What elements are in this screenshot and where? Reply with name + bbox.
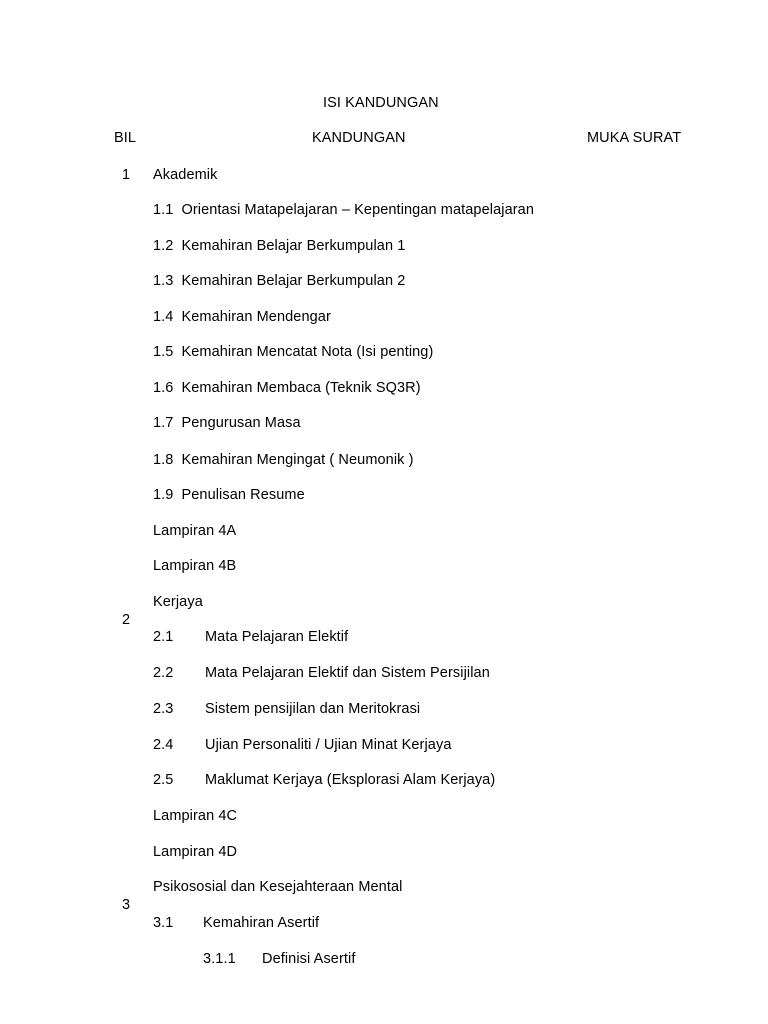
header-kandungan: KANDUNGAN: [312, 130, 406, 146]
toc-entry-label: Kemahiran Mendengar: [181, 309, 331, 325]
toc-entry: [153, 664, 490, 682]
toc-entry-label: Mata Pelajaran Elektif: [205, 629, 349, 645]
section-2-bil: 2: [122, 612, 131, 628]
toc-entry: [153, 914, 319, 932]
appendix-entry: Lampiran 4D: [153, 844, 238, 860]
toc-entry-number: 2.2: [153, 665, 174, 681]
toc-entry-number: 1.1: [153, 202, 174, 218]
appendix-entry: Lampiran 4C: [153, 808, 238, 824]
toc-entry: [153, 201, 534, 219]
toc-entry-label: Penulisan Resume: [181, 487, 305, 503]
section-3-bil: 3: [122, 897, 131, 913]
toc-entry: [153, 628, 348, 646]
section-3-title: Psikososial dan Kesejahteraan Mental: [153, 879, 403, 895]
toc-entry-label: Mata Pelajaran Elektif dan Sistem Persijilan: [205, 665, 490, 681]
toc-subentry-number: 3.1.1: [203, 951, 236, 967]
toc-entry-number: 1.2: [153, 238, 174, 254]
toc-entry-number: 2.5: [153, 772, 174, 788]
toc-entry-label: Kemahiran Belajar Berkumpulan 1: [181, 238, 406, 254]
toc-entry-number: 1.8: [153, 452, 174, 468]
toc-entry-number: 1.3: [153, 273, 174, 289]
toc-entry: [153, 237, 405, 255]
toc-entry-label: Ujian Personaliti / Ujian Minat Kerjaya: [205, 737, 452, 753]
toc-entry-number: 2.4: [153, 737, 174, 753]
toc-entry-label: Kemahiran Belajar Berkumpulan 2: [181, 273, 406, 289]
toc-entry-number: 3.1: [153, 915, 174, 931]
appendix-entry: Lampiran 4A: [153, 523, 237, 539]
section-1-bil: 1: [122, 167, 131, 183]
toc-entry-label: Sistem pensijilan dan Meritokrasi: [205, 701, 421, 717]
toc-entry: [153, 451, 414, 469]
toc-subentry-label: Definisi Asertif: [262, 951, 356, 967]
toc-entry: [153, 736, 451, 754]
header-bil: BIL: [114, 130, 137, 146]
section-1-title: Akademik: [153, 167, 218, 183]
appendix-entry: Lampiran 4B: [153, 558, 237, 574]
toc-entry-number: 2.1: [153, 629, 174, 645]
toc-entry-label: Maklumat Kerjaya (Eksplorasi Alam Kerjaya): [205, 772, 496, 788]
header-muka-surat: MUKA SURAT: [587, 130, 682, 146]
toc-entry-label: Orientasi Matapelajaran – Kepentingan matapelajaran: [181, 202, 534, 218]
page-title: ISI KANDUNGAN: [323, 95, 439, 111]
toc-entry: [153, 771, 495, 789]
section-2-title: Kerjaya: [153, 594, 203, 610]
toc-entry-label: Kemahiran Mengingat ( Neumonik ): [181, 452, 414, 468]
toc-entry-number: 1.7: [153, 415, 174, 431]
toc-entry: [153, 308, 331, 326]
toc-entry: [153, 379, 421, 397]
toc-entry-number: 1.6: [153, 380, 174, 396]
toc-entry: [153, 700, 420, 718]
toc-entry-label: Kemahiran Asertif: [203, 915, 320, 931]
toc-entry-label: Pengurusan Masa: [181, 415, 301, 431]
toc-entry: [153, 486, 305, 504]
toc-subentry: [203, 950, 355, 968]
toc-entry: [153, 272, 405, 290]
toc-entry-label: Kemahiran Membaca (Teknik SQ3R): [181, 380, 421, 396]
toc-entry: [153, 414, 301, 432]
toc-entry-number: 1.9: [153, 487, 174, 503]
toc-entry-number: 1.5: [153, 344, 174, 360]
toc-entry-label: Kemahiran Mencatat Nota (Isi penting): [181, 344, 434, 360]
toc-entry: [153, 343, 433, 361]
toc-entry-number: 1.4: [153, 309, 174, 325]
toc-entry-number: 2.3: [153, 701, 174, 717]
